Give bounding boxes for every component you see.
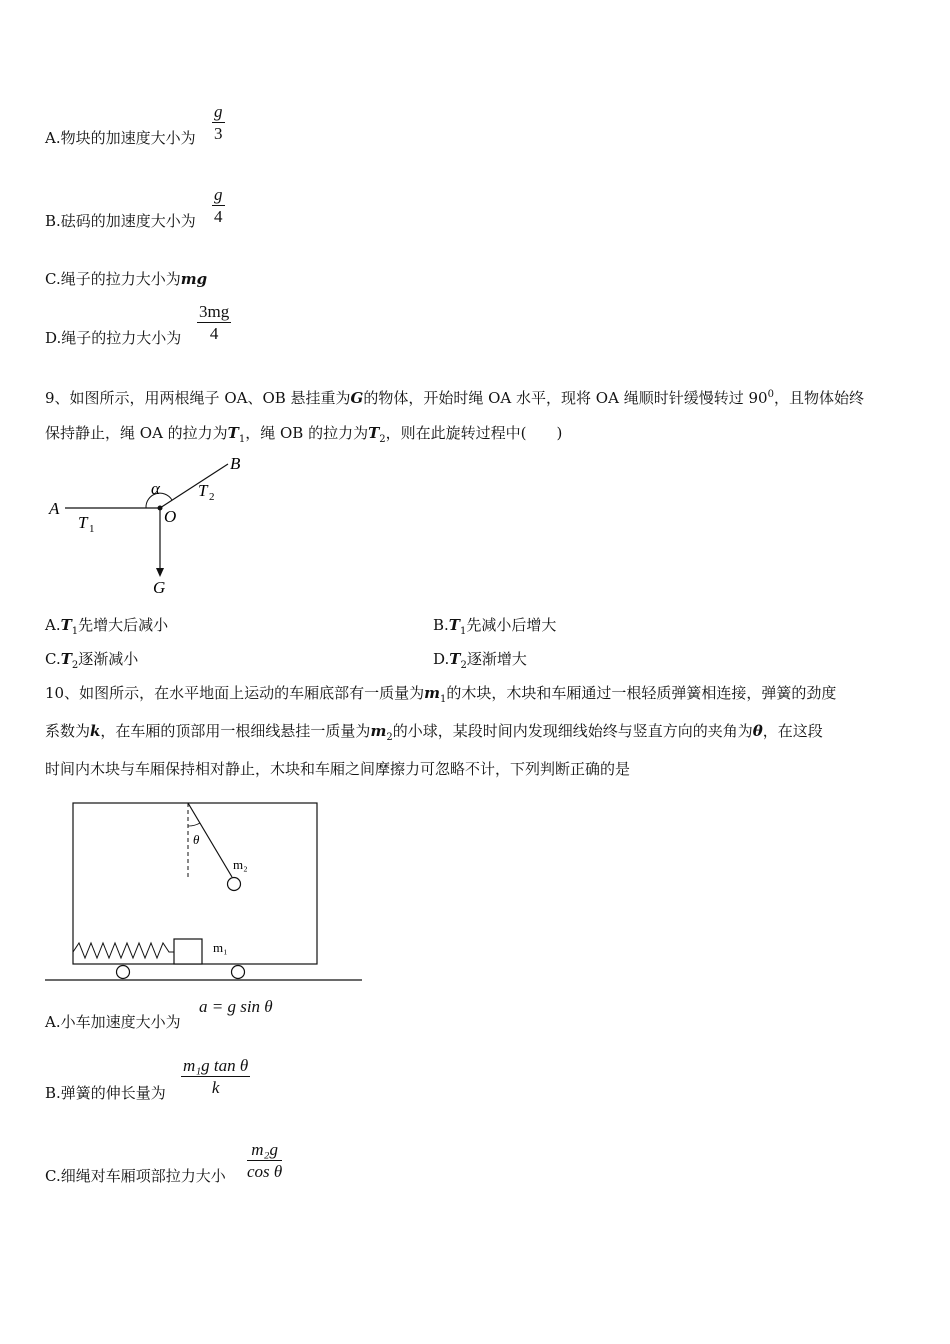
label-o: O bbox=[164, 507, 177, 526]
q10-option-b-fraction bbox=[181, 1056, 250, 1099]
q9-option-c: $C.T_2$逐渐减小 bbox=[45, 650, 139, 671]
label-t1-sub: 1 bbox=[89, 523, 95, 535]
label-g: G bbox=[153, 578, 166, 597]
fraction-denominator: 4 bbox=[209, 324, 219, 343]
q8-option-d bbox=[45, 328, 181, 348]
option-prefix: B. bbox=[45, 212, 61, 230]
q10-car-diagram bbox=[44, 800, 366, 985]
q8-option-a-fraction bbox=[212, 102, 225, 145]
option-prefix: C. bbox=[45, 270, 61, 288]
option-text: 绳子的拉力大小为 bbox=[61, 329, 182, 347]
block-m1 bbox=[174, 939, 202, 964]
q9-stem-line-1: 9、如图所示，用两根绳子 OA、OB 悬挂重为G的物体，开始时绳 OA 水平，现将 OA 绳顺时针缓慢转过 $90^0$，且物体始终 bbox=[45, 389, 864, 407]
fraction-numerator: m₂g bbox=[247, 1140, 282, 1161]
q10-stem-line-1: 10、如图所示，在水平地面上运动的车厢底部有一质量为$m_1$的木块，木块和车厢通过一根轻质弹簧相连接，弹簧的劲度 bbox=[45, 684, 837, 705]
label-t2-sub: 2 bbox=[209, 491, 215, 503]
label-m2: m₂ bbox=[233, 857, 248, 872]
wheel-right bbox=[232, 966, 245, 979]
q8-option-a bbox=[45, 128, 196, 148]
q10-option-c: C.细绳对车厢项部拉力大小 bbox=[45, 1167, 226, 1185]
fraction-denominator: cos θ bbox=[247, 1162, 283, 1181]
fraction-numerator: m₁g tan θ bbox=[183, 1056, 249, 1075]
option-prefix: D. bbox=[45, 329, 62, 347]
option-prefix: A. bbox=[45, 129, 61, 147]
q9-option-b: $B.T_1$先减小后增大 bbox=[433, 616, 557, 637]
q10-stem-line-3: 时间内木块与车厢保持相对静止，木块和车厢之间摩擦力可忽略不计，下列判断正确的是 bbox=[45, 760, 631, 778]
label-t1: T bbox=[78, 513, 88, 532]
ball-m2 bbox=[228, 878, 241, 891]
q10-stem-line-2: 系数为k，在车厢的顶部用一根细线悬挂一质量为$m_2$的小球，某段时间内发现细线始终与竖直方向的夹角为θ，在这段 bbox=[45, 722, 823, 743]
q9-option-d: $D.T_2$逐渐增大 bbox=[433, 650, 527, 671]
q8-option-b-fraction bbox=[212, 185, 225, 228]
q8-option-c bbox=[45, 269, 207, 289]
option-value: mg bbox=[180, 270, 208, 288]
fraction-numerator: g bbox=[214, 185, 223, 204]
fraction-denominator: 4 bbox=[214, 207, 223, 226]
q9-force-diagram bbox=[40, 452, 260, 600]
fraction-denominator: 3 bbox=[214, 124, 223, 143]
q9-stem-line-2: 保持静止，绳 OA 的拉力为$T_1$，绳 OB 的拉力为$T_2$，则在此旋转过程中( ) bbox=[45, 424, 563, 445]
fraction-numerator: 3mg bbox=[199, 302, 230, 321]
label-t2: T bbox=[198, 481, 208, 500]
q8-option-d-fraction bbox=[197, 302, 231, 345]
fraction-denominator: k bbox=[211, 1078, 220, 1097]
label-m1: m₁ bbox=[213, 940, 228, 955]
option-text: 物块的加速度大小为 bbox=[60, 129, 196, 147]
q10-option-b: B.弹簧的伸长量为 bbox=[45, 1084, 166, 1102]
q10-option-c-fraction bbox=[247, 1140, 282, 1183]
q10-option-a-formula: a = g sin θ bbox=[199, 997, 273, 1016]
option-text: 砝码的加速度大小为 bbox=[60, 212, 196, 230]
option-text: 绳子的拉力大小为 bbox=[60, 270, 181, 288]
label-a: A bbox=[49, 499, 60, 518]
wheel-left bbox=[117, 966, 130, 979]
q10-option-a: A.小车加速度大小为 bbox=[45, 1013, 181, 1031]
label-alpha: α bbox=[151, 479, 160, 498]
label-theta: θ bbox=[193, 832, 200, 847]
label-b: B bbox=[230, 454, 241, 473]
fraction-numerator: g bbox=[214, 102, 223, 121]
q9-option-a: $A.T_1$先增大后减小 bbox=[45, 616, 169, 637]
q8-option-b bbox=[45, 211, 196, 231]
